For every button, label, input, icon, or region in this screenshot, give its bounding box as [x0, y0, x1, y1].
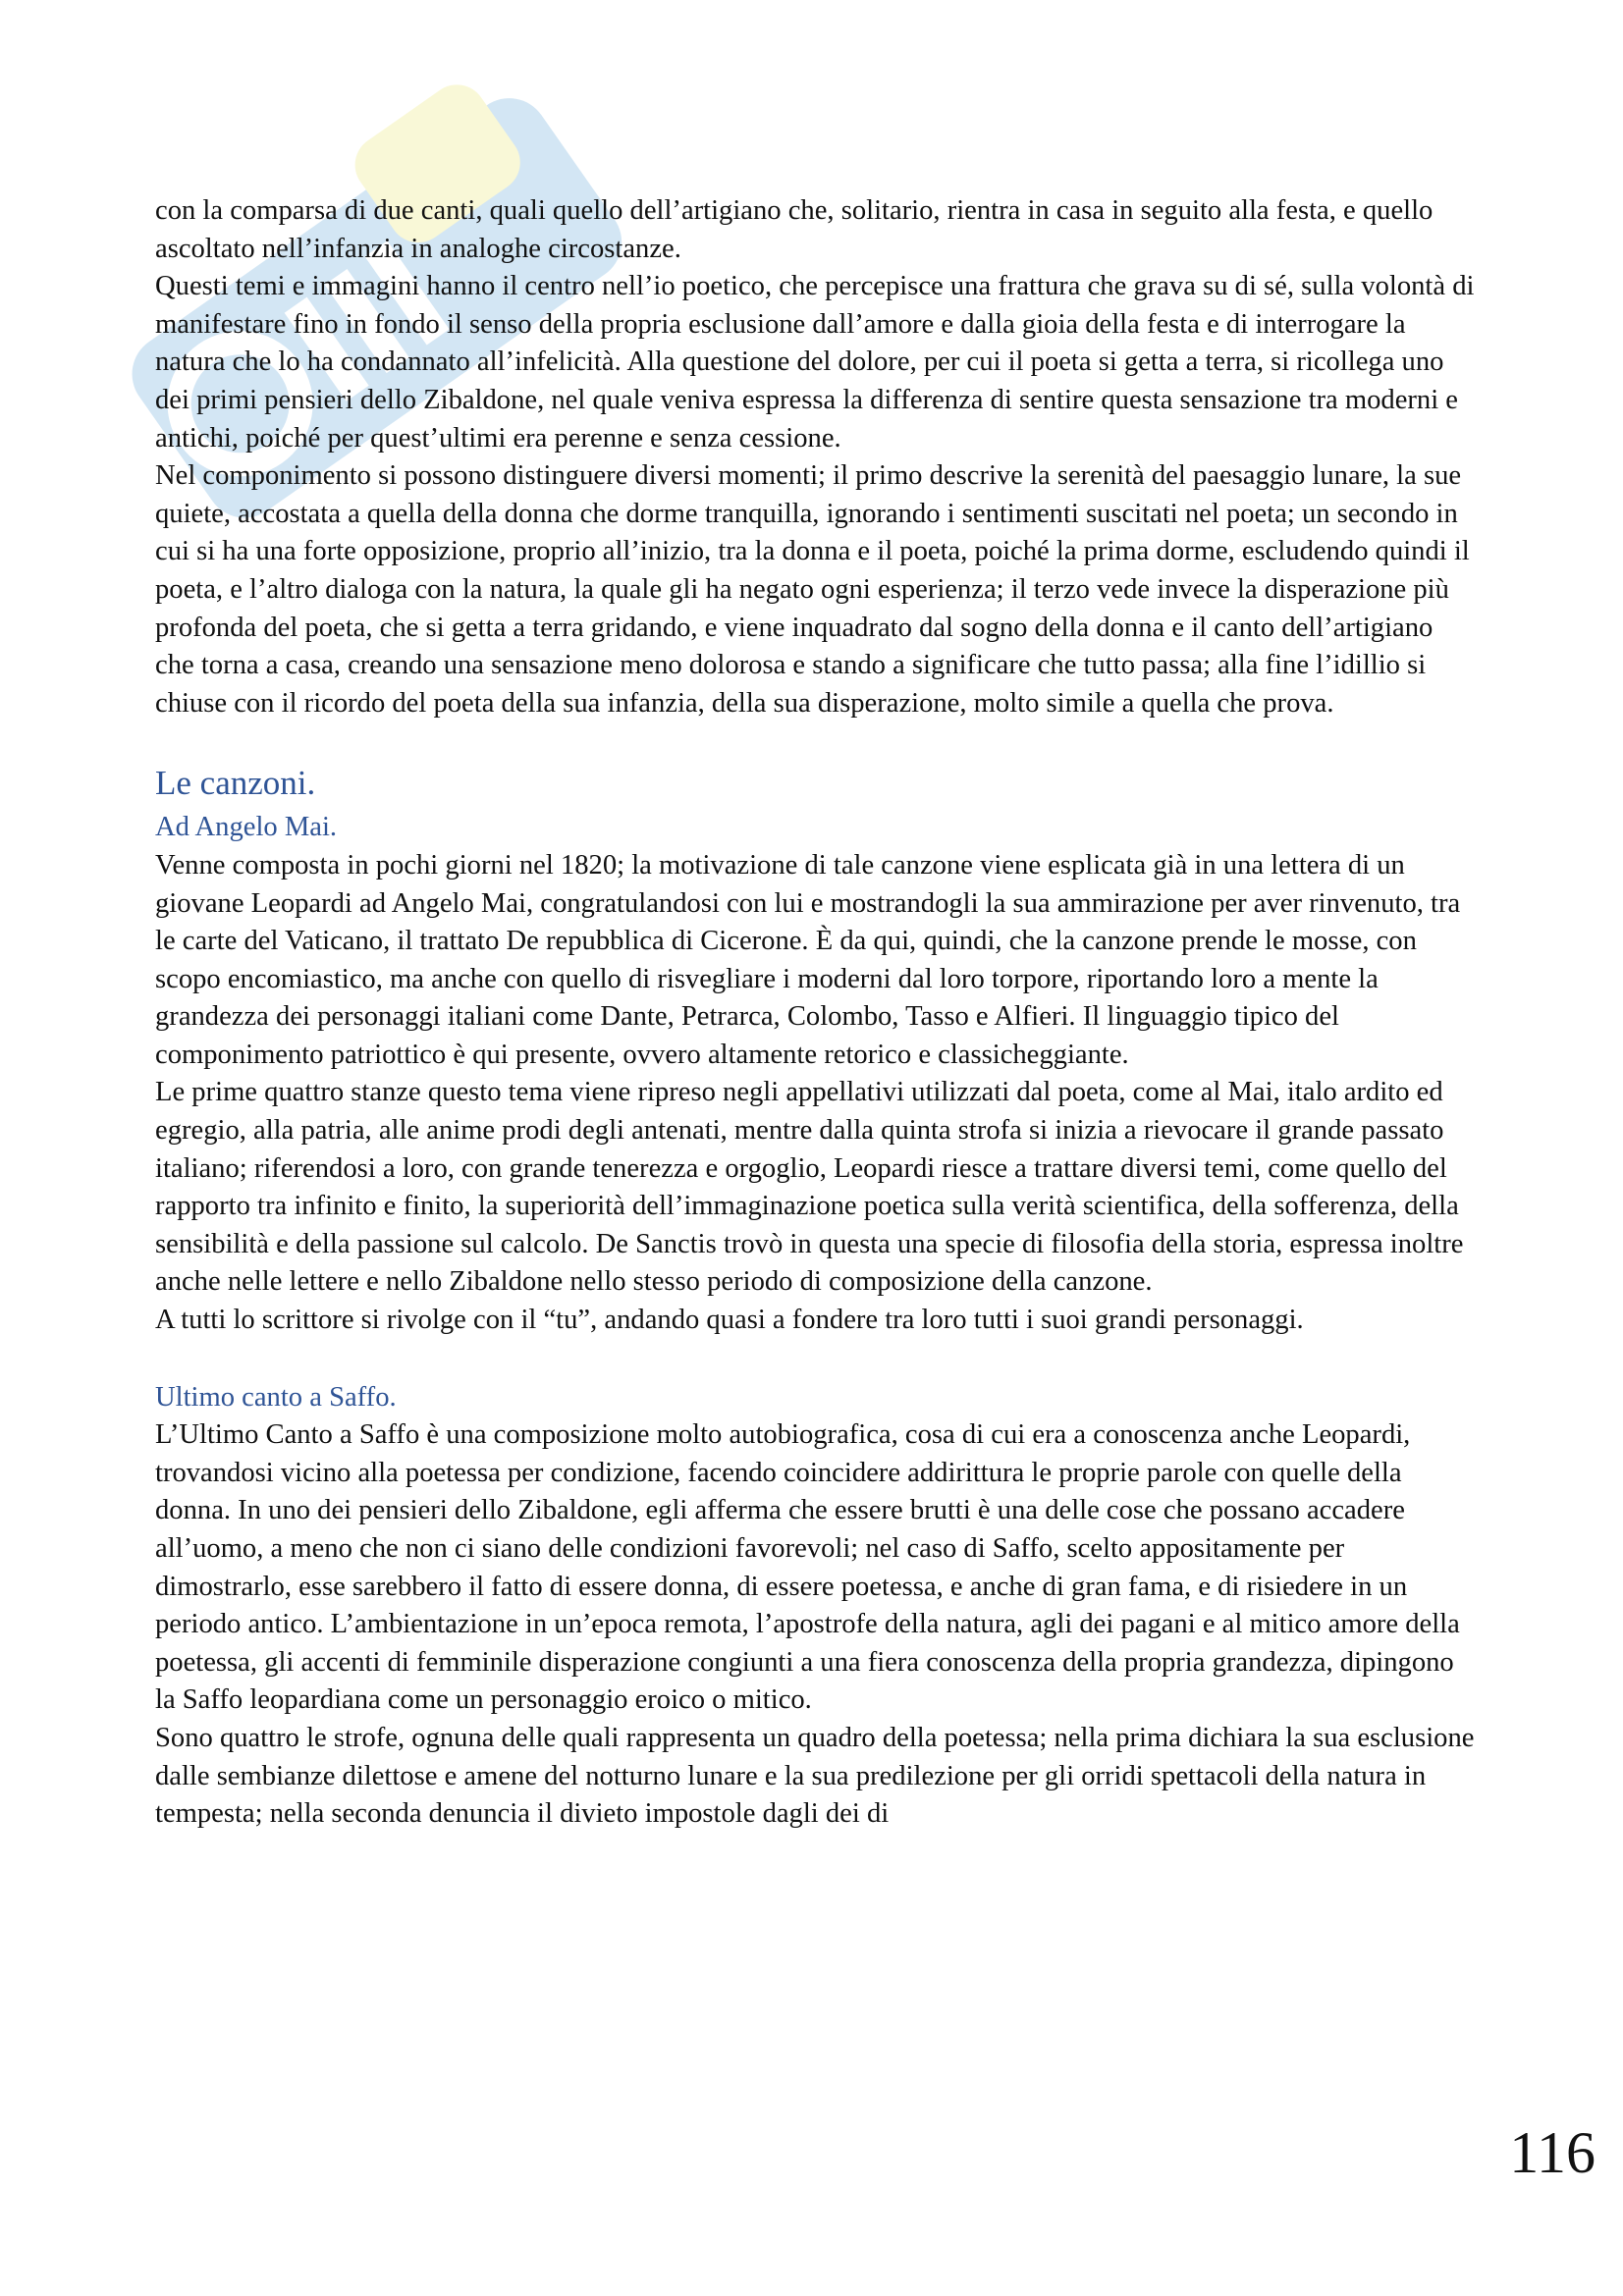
section-heading: Le canzoni. [155, 764, 316, 803]
page-body [155, 192, 1476, 1834]
paragraph: Questi temi e immagini hanno il centro nell’io poetico, che percepisce una frattura che grava su di sé, sulla volontà di manifestare fino in fondo il senso della propria esclusione dall’amore e dalla gioia della festa e di interrogare la natura che lo ha condannato all’infelicità. Alla questione del dolore, per cui il poeta si getta a terra, si ricollega uno dei primi pensieri dello Zibaldone, nel quale veniva espressa la differenza di sentire questa sensazione tra moderni e antichi, poiché per quest’ultimi era perenne e senza cessione. [155, 271, 1475, 454]
paragraph: con la comparsa di due canti, quali quello dell’artigiano che, solitario, rientra in casa in seguito alla festa, e quello ascoltato nell’infanzia in analoghe circostanze. [155, 195, 1434, 264]
paragraph: Venne composta in pochi giorni nel 1820; la motivazione di tale canzone viene esplicata già in una lettera di un giovane Leopardi ad Angelo Mai, congratulandosi con lui e mostrandogli la sua ammirazione per aver rinvenuto, tra le carte del Vaticano, il trattato De repubblica di Cicerone. È da qui, quindi, che la canzone prende le mosse, con scopo encomiastico, ma anche con quello di risvegliare i moderni dal loro torpore, riportando loro a mente la grandezza dei personaggi italiani come Dante, Petrarca, Colombo, Tasso e Alfieri. Il linguaggio tipico del componimento patriottico è qui presente, ovvero altamente retorico e classicheggiante. [155, 849, 1461, 1070]
paragraph: Le prime quattro stanze questo tema viene ripreso negli appellativi utilizzati dal poeta, come al Mai, italo ardito ed egregio, alla patria, alle anime prodi degli antenati, mentre dalla quinta strofa si inizia a rievocare il grande passato italiano; riferendosi a loro, con grande tenerezza e orgoglio, Leopardi riesce a trattare diversi temi, come quello del rapporto tra infinito e finito, la superiorità dell’immaginazione poetica sulla verità scientifica, della sofferenza, della sensibilità e della passione sul calcolo. De Sanctis trovò in questa una specie di filosofia della storia, espressa inoltre anche nelle lettere e nello Zibaldone nello stesso periodo di composizione della canzone. [155, 1077, 1464, 1298]
paragraph: L’Ultimo Canto a Saffo è una composizione molto autobiografica, cosa di cui era a conoscenza anche Leopardi, trovandosi vicino alla poetessa per condizione, facendo coincidere addirittura le proprie parole con quelle della donna. In uno dei pensieri dello Zibaldone, egli afferma che essere brutti è una delle cose che possano accadere all’uomo, a meno che non ci siano delle condizioni favorevoli; nel caso di Saffo, scelto appositamente per dimostrarlo, esse sarebbero il fatto di essere donna, di essere poetessa, e anche di gran fama, e di risiedere in un periodo antico. L’ambientazione in un’epoca remota, l’apostrofe della natura, agli dei pagani e al mitico amore della poetessa, gli accenti di femminile disperazione congiunti a una fiera conoscenza della propria grandezza, dipingono la Saffo leopardiana come un personaggio eroico o mitico. [155, 1419, 1460, 1716]
subsection-heading-angelo-mai: Ad Angelo Mai. [155, 812, 338, 843]
subsection-heading-saffo: Ultimo canto a Saffo. [155, 1381, 397, 1413]
paragraph: Sono quattro le strofe, ognuna delle quali rappresenta un quadro della poetessa; nella prima dichiara la sua esclusione dalle sembianze dilettose e amene del notturno lunare e la sua predilezione per gli orridi spettacoli della natura in tempesta; nella seconda denuncia il divieto impostole dagli dei di [155, 1722, 1475, 1830]
paragraph: A tutti lo scrittore si rivolge con il “tu”, andando quasi a fondere tra loro tutti i suoi grandi personaggi. [155, 1305, 1304, 1336]
page-number: 116 [1509, 2120, 1596, 2185]
paragraph: Nel componimento si possono distinguere diversi momenti; il primo descrive la serenità del paesaggio lunare, la sue quiete, accostata a quella della donna che dorme tranquilla, ignorando i sentimenti suscitati nel poeta; un secondo in cui si ha una forte opposizione, proprio all’inizio, tra la donna e il poeta, poiché la prima dorme, escludendo quindi il poeta, e l’altro dialoga con la natura, la quale gli ha negato ogni esperienza; il terzo vede invece la disperazione più profonda del poeta, che si getta a terra gridando, e viene inquadrato dal sogno della donna e il canto dell’artigiano che torna a casa, creando una sensazione meno dolorosa e stando a significare che tutto passa; alla fine l’idillio si chiuse con il ricordo del poeta della sua infanzia, della sua disperazione, molto simile a quella che prova. [155, 460, 1470, 719]
